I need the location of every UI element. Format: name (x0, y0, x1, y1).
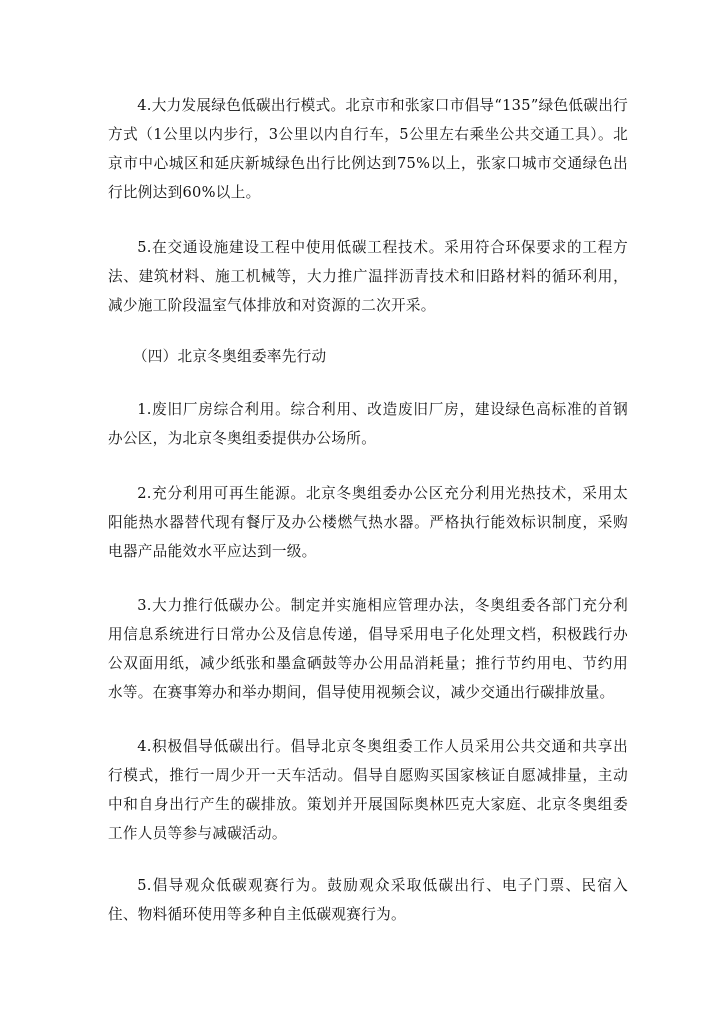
section-heading: （四）北京冬奥组委率先行动 (132, 348, 327, 365)
paragraph-low-carbon-office: 3.大力推行低碳办公。制定并实施相应管理办法，冬奥组委各部门充分利用信息系统进行日常办公及信息传递，倡导采用电子化处理文档，积极践行办公双面用纸，减少纸张和墨盒硒鼓等办公用品消耗量；推行节约用电、节约用水等。在赛事筹办和举办期间，倡导使用视频会议，减少交通出行碳排放量。 (108, 597, 628, 701)
paragraph-factory-reuse: 1.废旧厂房综合利用。综合利用、改造废旧厂房，建设绿色高标准的首钢办公区，为北京冬奥组委提供办公场所。 (108, 401, 628, 447)
paragraph-low-carbon-engineering: 5.在交通设施建设工程中使用低碳工程技术。采用符合环保要求的工程方法、建筑材料、施工机械等，大力推广温拌沥青技术和旧路材料的循环利用，减少施工阶段温室气体排放和对资源的二次开采。 (108, 239, 628, 314)
paragraph-renewable-energy: 2.充分利用可再生能源。北京冬奥组委办公区充分利用光热技术，采用太阳能热水器替代现有餐厅及办公楼燃气热水器。严格执行能效标识制度，采购电器产品能效水平应达到一级。 (108, 485, 628, 560)
paragraph-spectator-behavior: 5.倡导观众低碳观赛行为。鼓励观众采取低碳出行、电子门票、民宿入住、物料循环使用等多种自主低碳观赛行为。 (108, 877, 628, 923)
paragraph-low-carbon-commute: 4.积极倡导低碳出行。倡导北京冬奥组委工作人员采用公共交通和共享出行模式，推行一周少开一天车活动。倡导自愿购买国家核证自愿减排量，主动中和自身出行产生的碳排放。策划并开展国际奥林匹克大家庭、北京冬奥组委工作人员等参与减碳活动。 (108, 738, 628, 842)
paragraph-green-travel: 4.大力发展绿色低碳出行模式。北京市和张家口市倡导“135”绿色低碳出行方式（1公里以内步行，3公里以内自行车，5公里左右乘坐公共交通工具）。北京市中心城区和延庆新城绿色出行比例达到75%以上，张家口城市交通绿色出行比例达到60%以上。 (108, 97, 628, 201)
